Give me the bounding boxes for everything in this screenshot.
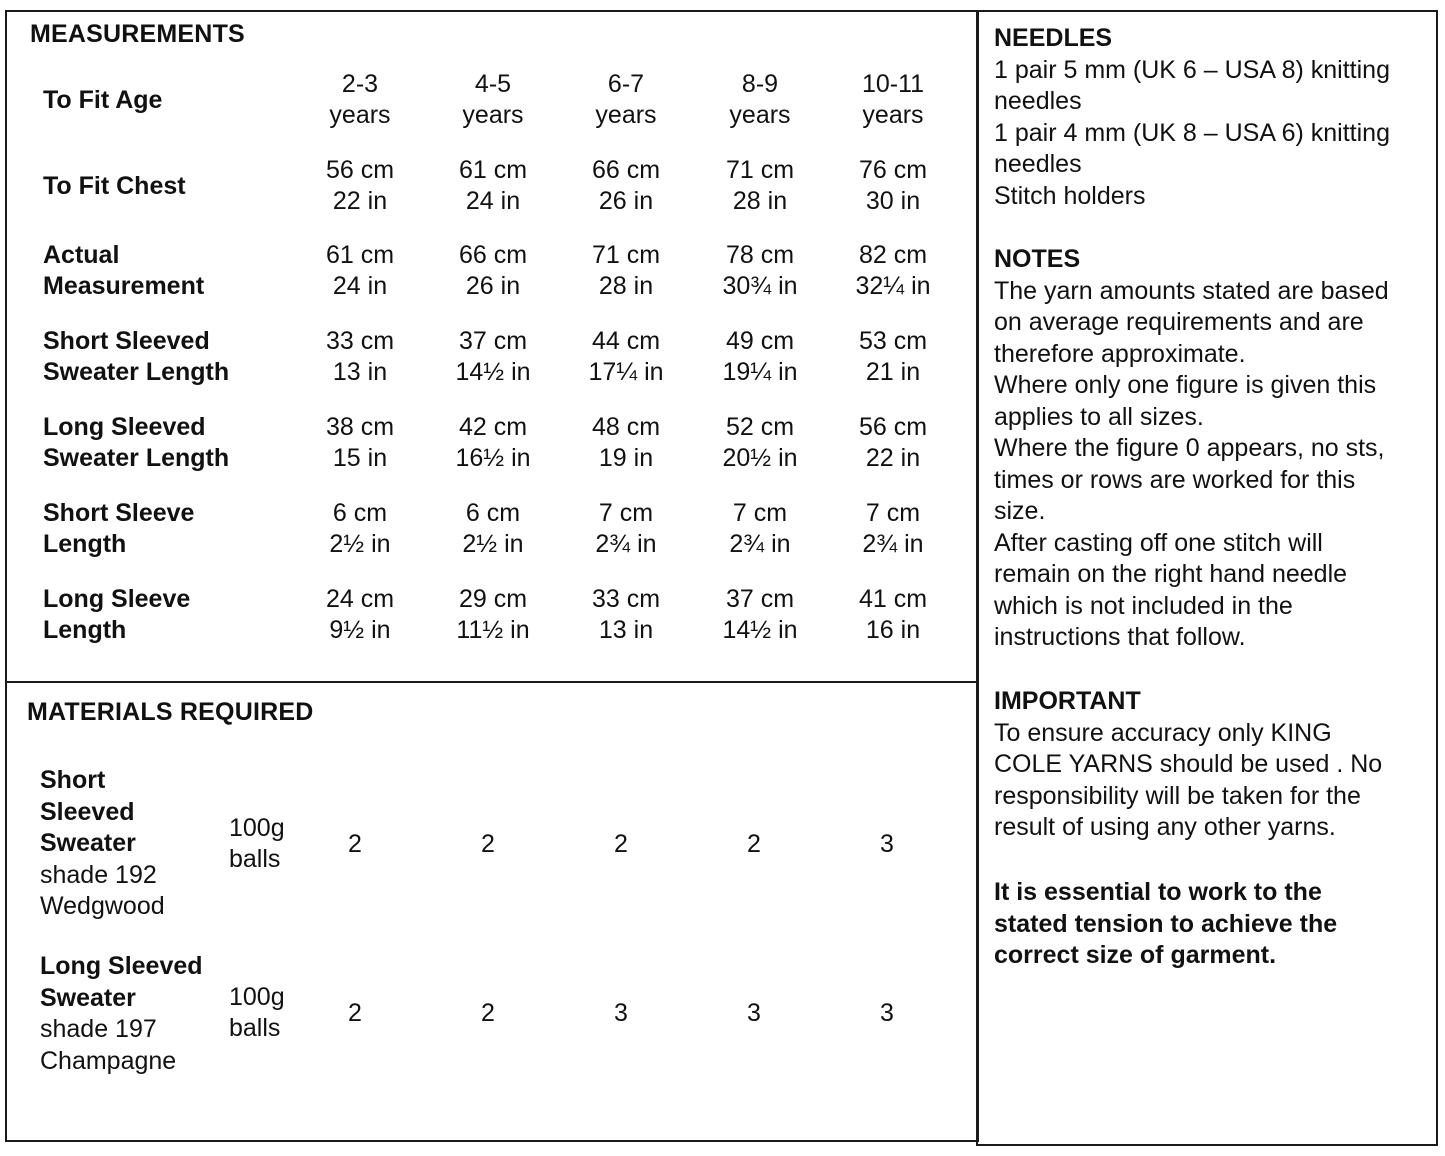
measurement-value: 30¾ in [722, 272, 798, 300]
notes-line: After casting off one stitch will [994, 528, 1323, 557]
notes-line: Where only one figure is given this [994, 371, 1377, 399]
materials-heading: MATERIALS REQUIRED [27, 698, 314, 726]
yarn-quantity: 3 [880, 999, 894, 1027]
measurement-value: 2¾ in [595, 530, 657, 558]
measurement-value: 49 cm [725, 327, 795, 355]
yarn-name: Sleeved [40, 797, 135, 826]
measurement-value: 6-7 [607, 70, 645, 98]
tension-warning-line: stated tension to achieve the [994, 909, 1338, 938]
measurement-value: 19¼ in [722, 358, 798, 386]
measurement-value: 4-5 [474, 70, 512, 98]
notes-section [994, 244, 1434, 654]
measurement-value: 71 cm [725, 156, 795, 184]
needles-line: 1 pair 4 mm (UK 8 – USA 6) knitting [994, 118, 1390, 147]
measurement-value: 13 in [332, 358, 388, 386]
measurement-value: 24 in [332, 272, 388, 300]
measurement-value: 10-11 [861, 70, 925, 98]
measurement-value: 24 cm [325, 585, 395, 613]
measurement-value: 11½ in [456, 616, 530, 644]
measurement-value: 9½ in [329, 616, 391, 644]
yarn-quantity: 3 [880, 830, 894, 858]
measurement-value: 6 cm [465, 499, 521, 527]
measurement-value: 22 in [332, 187, 388, 215]
notes-line: instructions that follow. [994, 623, 1246, 651]
tension-warning-line: It is essential to work to the [994, 878, 1322, 906]
yarn-name: Long Sleeved [40, 952, 203, 980]
measurement-value: 19 in [598, 444, 654, 472]
measurement-value: years [462, 101, 524, 129]
yarn-quantity: 2 [348, 999, 362, 1027]
needles-line: needles [994, 150, 1082, 178]
measurement-value: 71 cm [591, 241, 661, 269]
measurement-value: 33 cm [591, 585, 661, 613]
yarn-shade: shade 192 [40, 860, 157, 889]
measurement-value: 37 cm [458, 327, 528, 355]
measurement-label: Short Sleeve [43, 499, 195, 527]
measurement-value: 38 cm [325, 413, 395, 441]
measurement-value: 16 in [865, 616, 921, 644]
measurement-label: To Fit Chest [43, 172, 186, 200]
measurement-value: 2¾ in [862, 530, 924, 558]
measurement-value: 21 in [865, 358, 921, 386]
measurement-value: 66 cm [458, 241, 528, 269]
measurement-value: 66 cm [591, 156, 661, 184]
measurement-label: Length [43, 530, 127, 558]
measurement-value: 7 cm [732, 499, 788, 527]
yarn-name: Short [40, 766, 106, 794]
measurement-value: 17¼ in [588, 358, 664, 386]
yarn-unit: 100g [229, 814, 285, 842]
yarn-shade: shade 197 [40, 1015, 157, 1044]
measurement-value: 6 cm [332, 499, 388, 527]
notes-line: The yarn amounts stated are based [994, 276, 1389, 305]
yarn-quantity: 2 [481, 999, 495, 1027]
needles-line: Stitch holders [994, 181, 1146, 210]
needles-line: needles [994, 87, 1082, 115]
measurement-value: 76 cm [858, 156, 928, 184]
notes-line: Where the figure 0 appears, no sts, [994, 434, 1385, 462]
measurement-value: 28 in [598, 272, 654, 300]
notes-line: applies to all sizes. [994, 402, 1204, 431]
measurement-value: 8-9 [741, 70, 779, 98]
tension-warning-line: correct size of garment. [994, 941, 1277, 969]
measurement-label: Length [43, 616, 127, 644]
notes-line: on average requirements and are [994, 308, 1364, 336]
measurement-value: 82 cm [858, 241, 928, 269]
yarn-unit: balls [229, 845, 281, 873]
measurement-label: Sweater Length [43, 444, 230, 472]
measurement-value: 29 cm [458, 585, 528, 613]
measurement-value: 48 cm [591, 413, 661, 441]
measurement-value: 24 in [465, 187, 521, 215]
measurement-value: years [329, 101, 391, 129]
measurement-value: 2¾ in [729, 530, 791, 558]
measurement-value: 7 cm [598, 499, 654, 527]
measurement-value: 20½ in [722, 444, 798, 472]
measurement-value: 32¼ in [855, 272, 931, 300]
measurement-value: 13 in [598, 616, 654, 644]
measurement-value: 26 in [465, 272, 521, 300]
measurement-value: 14½ in [455, 358, 531, 386]
yarn-name: Sweater [40, 829, 136, 858]
measurement-label: Sweater Length [43, 358, 230, 386]
yarn-unit: 100g [229, 983, 285, 1011]
notes-line: times or rows are worked for this [994, 465, 1356, 494]
measurement-value: years [862, 101, 924, 129]
measurements-heading: MEASUREMENTS [30, 20, 245, 48]
notes-line: which is not included in the [994, 591, 1293, 620]
measurement-value: 78 cm [725, 241, 795, 269]
measurement-value: years [729, 101, 791, 129]
measurement-label: Actual [43, 241, 120, 269]
measurement-label: Short Sleeved [43, 327, 210, 355]
yarn-name: Sweater [40, 983, 136, 1012]
important-line: To ensure accuracy only KING [994, 718, 1332, 747]
measurement-value: 52 cm [725, 413, 795, 441]
yarn-quantity: 2 [481, 830, 495, 858]
tension-warning [994, 877, 1434, 972]
measurement-label: Long Sleeved [43, 413, 206, 441]
measurement-value: 42 cm [458, 413, 528, 441]
important-line: result of using any other yarns. [994, 813, 1336, 841]
notes-line: size. [994, 497, 1046, 525]
measurement-value: 14½ in [722, 616, 798, 644]
measurement-value: 56 cm [858, 413, 928, 441]
important-line: responsibility will be taken for the [994, 781, 1361, 810]
measurement-value: 2½ in [462, 530, 524, 558]
measurement-value: 15 in [332, 444, 388, 472]
measurement-value: 41 cm [858, 585, 928, 613]
important-heading: IMPORTANT [994, 687, 1141, 715]
yarn-quantity: 3 [614, 999, 628, 1027]
needles-section [994, 23, 1434, 212]
section-divider [5, 681, 979, 683]
measurement-value: 26 in [598, 187, 654, 215]
yarn-shade: Champagne [40, 1046, 177, 1075]
important-section [994, 686, 1434, 844]
needles-line: 1 pair 5 mm (UK 6 – USA 8) knitting [994, 55, 1390, 84]
notes-heading: NOTES [994, 245, 1081, 273]
measurement-value: 37 cm [725, 585, 795, 613]
measurement-value: 16½ in [455, 444, 531, 472]
measurement-value: 2-3 [341, 70, 379, 98]
measurement-label: To Fit Age [43, 86, 163, 114]
measurement-label: Long Sleeve [43, 585, 191, 613]
measurement-value: 33 cm [325, 327, 395, 355]
measurement-label: Measurement [43, 272, 205, 300]
measurement-value: 61 cm [325, 241, 395, 269]
measurement-value: years [595, 101, 657, 129]
needles-heading: NEEDLES [994, 24, 1113, 52]
measurement-value: 61 cm [458, 156, 528, 184]
notes-line: remain on the right hand needle [994, 560, 1348, 588]
yarn-quantity: 2 [747, 830, 761, 858]
measurement-value: 30 in [865, 187, 921, 215]
important-line: COLE YARNS should be used . No [994, 750, 1383, 778]
yarn-quantity: 2 [614, 830, 628, 858]
measurement-value: 44 cm [591, 327, 661, 355]
notes-line: therefore approximate. [994, 339, 1246, 368]
measurement-value: 53 cm [858, 327, 928, 355]
measurement-value: 7 cm [865, 499, 921, 527]
yarn-shade: Wedgwood [40, 892, 165, 921]
measurement-value: 28 in [732, 187, 788, 215]
yarn-quantity: 3 [747, 999, 761, 1027]
yarn-unit: balls [229, 1014, 281, 1042]
measurement-value: 22 in [865, 444, 921, 472]
measurement-value: 56 cm [325, 156, 395, 184]
measurement-value: 2½ in [329, 530, 391, 558]
yarn-quantity: 2 [348, 830, 362, 858]
